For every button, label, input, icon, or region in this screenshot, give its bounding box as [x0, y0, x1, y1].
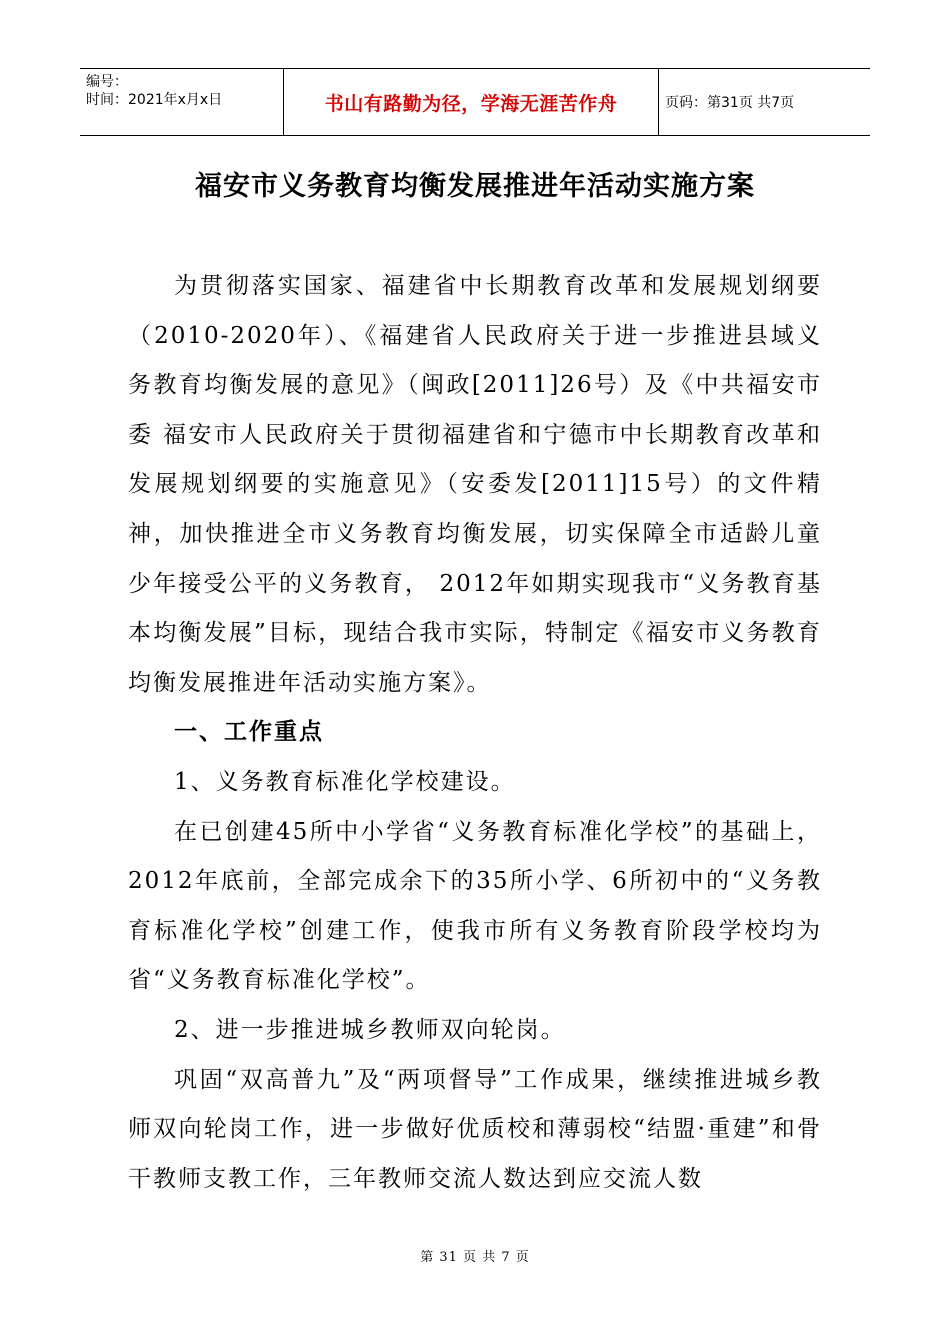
- item-heading-2: 2、进一步推进城乡教师双向轮岗。: [174, 1016, 566, 1043]
- header-motto-cell: [283, 69, 659, 135]
- number-label: 编号：: [86, 74, 128, 90]
- header-meta-cell: [80, 69, 283, 135]
- section-heading: 一、工作重点: [174, 719, 324, 746]
- document-title: 福安市义务教育均衡发展推进年活动实施方案: [195, 171, 755, 202]
- motto-text: 书山有路勤为径，学海无涯苦作舟: [324, 92, 618, 115]
- page-footer: 第 31 页 共 7 页: [420, 1250, 530, 1265]
- header-page-cell: [659, 69, 870, 135]
- paragraph-intro: 为贯彻落实国家、福建省中长期教育改革和发展规划纲要（2010-2020年）、《福建省人民政府关于进一步推进县域义务教育均衡发展的意见》（闽政[2011]26号）及《中共福安市委 福安市人民政府关于贯彻福建省和宁德市中长期教育改革和发展规划纲要的实施意见》（安委发[2011]15号）的文件精神，加快推进全市义务教育均衡发展，切实保障全市适龄儿童少年接受公平的义务教育， 2012年如期实现我市“义务教育基本均衡发展”目标，现结合我市实际，特制定《福安市义务教育均衡发展推进年活动实施方案》。: [128, 273, 822, 696]
- item-heading-1: 1、义务教育标准化学校建设。: [174, 768, 516, 795]
- time-label: 时间：2021年x月x日: [86, 92, 223, 108]
- document-body: [128, 262, 822, 1204]
- page-code: 页码：第31页 共7页: [665, 95, 795, 111]
- paragraph-item-2: 巩固“双高普九”及“两项督导”工作成果，继续推进城乡教师双向轮岗工作，进一步做好优质校和薄弱校“结盟·重建”和骨干教师支教工作，三年教师交流人数达到应交流人数: [128, 1066, 822, 1192]
- header-table: [80, 68, 870, 136]
- paragraph-item-1: 在已创建45所中小学省“义务教育标准化学校”的基础上，2012年底前，全部完成余下的35所小学、6所初中的“义务教育标准化学校”创建工作，使我市所有义务教育阶段学校均为省“义务教育标准化学校”。: [128, 818, 822, 994]
